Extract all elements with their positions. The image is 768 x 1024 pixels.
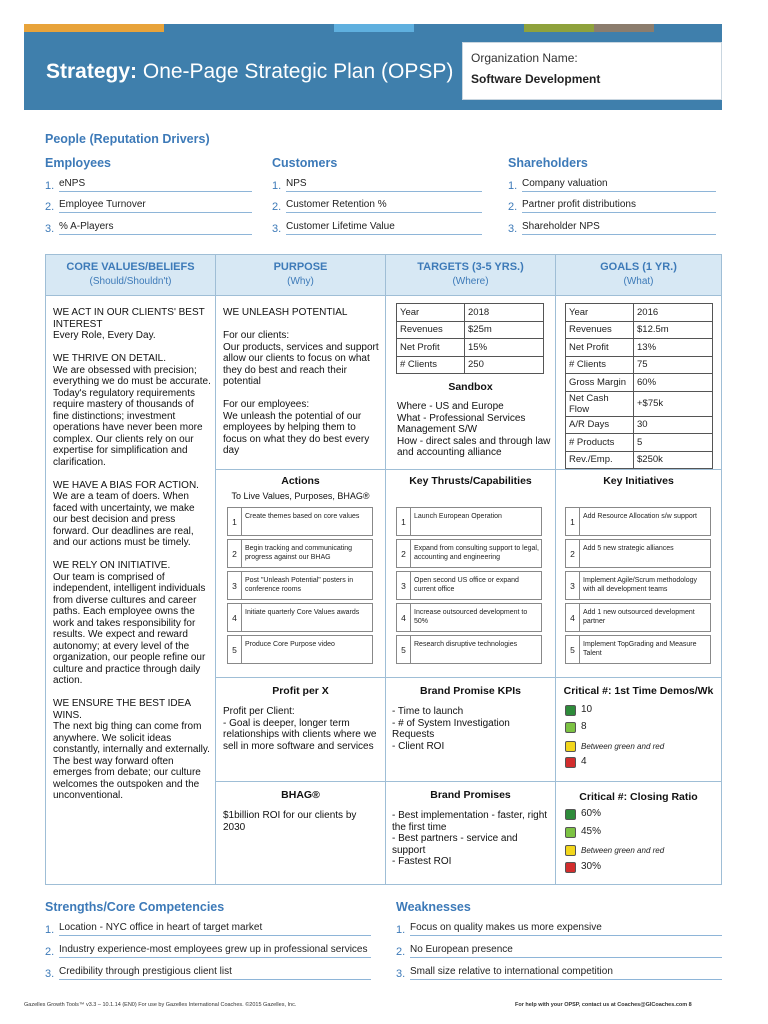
item-number: 3 bbox=[228, 572, 242, 599]
item-text: Research disruptive technologies bbox=[414, 641, 518, 648]
item-text: Add 1 new outsourced development partner bbox=[583, 609, 695, 625]
table-cell: 15% bbox=[465, 339, 544, 357]
sandbox-title: Sandbox bbox=[448, 381, 493, 393]
bhag-title: BHAG® bbox=[281, 789, 320, 801]
customers-title: Customers bbox=[272, 156, 338, 170]
critical2-title: Critical #: Closing Ratio bbox=[579, 791, 698, 803]
thrust-item bbox=[396, 571, 542, 600]
actions-title: Actions bbox=[281, 475, 320, 487]
table-row bbox=[397, 321, 544, 339]
divider bbox=[46, 295, 721, 296]
bar-segment bbox=[334, 24, 414, 32]
item-number: 4 bbox=[566, 604, 580, 631]
shareholder-item: 1. Company valuation bbox=[508, 172, 716, 192]
core-values-sub: (Should/Shouldn't) bbox=[89, 276, 172, 287]
item-number: 2 bbox=[397, 540, 411, 567]
status-light-label: 10 bbox=[581, 704, 593, 715]
purpose-header bbox=[216, 255, 385, 295]
core-value-paragraph: WE THRIVE ON DETAIL. We are obsessed with precision; everything we do must be accurate. Today's regulatory requirements require mastery of thousands of fine distinctions; investment operations have never been more complex. Our clients rely on our expertise for simplification and clarification. bbox=[53, 353, 211, 468]
status-light-label: 4 bbox=[581, 756, 587, 767]
table-row bbox=[566, 374, 713, 392]
targets-table bbox=[396, 303, 544, 374]
item-text: Post "Unleash Potential" posters in conference rooms bbox=[245, 577, 354, 593]
strength-item: 2. Industry experience-most employees grew up in professional services bbox=[45, 938, 371, 958]
employee-item: 1. eNPS bbox=[45, 172, 252, 192]
item-number: 5 bbox=[228, 636, 242, 663]
strength-item-text: Industry experience-most employees grew up in professional services bbox=[59, 944, 371, 958]
initiative-item bbox=[565, 603, 711, 632]
bar-segment bbox=[594, 24, 654, 32]
table-cell: Revenues bbox=[566, 321, 634, 339]
item-number: 2 bbox=[566, 540, 580, 567]
weakness-item-text: Focus on quality makes us more expensive bbox=[410, 922, 722, 936]
employee-item-text: Employee Turnover bbox=[59, 199, 252, 213]
item-number: 3 bbox=[397, 572, 411, 599]
core-values-text bbox=[53, 307, 211, 802]
customer-item-text: Customer Retention % bbox=[286, 199, 482, 213]
weakness-item: 3. Small size relative to international competition bbox=[396, 960, 722, 980]
table-cell: 13% bbox=[634, 339, 713, 357]
table-cell: # Clients bbox=[566, 356, 634, 374]
status-light-lightgreen bbox=[565, 827, 576, 838]
goals-title: GOALS (1 YR.) bbox=[600, 261, 677, 273]
employee-item: 2. Employee Turnover bbox=[45, 193, 252, 213]
title-bold: Strategy: bbox=[46, 60, 138, 83]
targets-sub: (Where) bbox=[452, 276, 489, 287]
status-light-red bbox=[565, 862, 576, 873]
brand-promises-text: - Best implementation - faster, right the first time - Best partners - service and support - Fastest ROI bbox=[392, 810, 548, 867]
footer-right: For help with your OPSP, contact us at Coaches@GICoaches.com 8 bbox=[515, 1002, 692, 1008]
table-row bbox=[566, 356, 713, 374]
table-cell: $25m bbox=[465, 321, 544, 339]
initiative-item bbox=[565, 539, 711, 568]
weakness-item-text: No European presence bbox=[410, 944, 722, 958]
initiative-item bbox=[565, 635, 711, 664]
customer-item: 2. Customer Retention % bbox=[272, 193, 482, 213]
header-banner bbox=[24, 32, 722, 110]
thrust-item bbox=[396, 603, 542, 632]
table-row bbox=[566, 321, 713, 339]
strength-item-text: Credibility through prestigious client list bbox=[59, 966, 371, 980]
bar-segment bbox=[524, 24, 594, 32]
initiatives-title: Key Initiatives bbox=[603, 475, 674, 487]
item-number: 1 bbox=[228, 508, 242, 535]
org-value: Software Development bbox=[471, 72, 601, 86]
table-row bbox=[566, 416, 713, 434]
strength-item: 3. Credibility through prestigious client list bbox=[45, 960, 371, 980]
table-cell: 2018 bbox=[465, 304, 544, 322]
weakness-item-text: Small size relative to international competition bbox=[410, 966, 722, 980]
purpose-paragraph: WE UNLEASH POTENTIAL bbox=[223, 307, 348, 318]
table-cell: 5 bbox=[634, 434, 713, 452]
item-text: Produce Core Purpose video bbox=[245, 641, 335, 648]
item-text: Implement TopGrading and Measure Talent bbox=[583, 641, 697, 657]
people-title: People (Reputation Drivers) bbox=[45, 132, 210, 146]
item-number: 5 bbox=[397, 636, 411, 663]
status-light-label: 60% bbox=[581, 808, 602, 819]
item-text: Add Resource Allocation s/w support bbox=[583, 513, 698, 520]
initiative-item bbox=[565, 507, 711, 536]
purpose-title: PURPOSE bbox=[273, 261, 328, 273]
initiative-item bbox=[565, 571, 711, 600]
thrusts-title: Key Thrusts/Capabilities bbox=[409, 475, 532, 487]
goals-sub: (What) bbox=[623, 276, 654, 287]
core-value-paragraph: WE HAVE A BIAS FOR ACTION. We are a team of doers. When faced with uncertainty, we make our best decision and press forward. Our deadlines are real, and our actions must be timely. bbox=[53, 479, 199, 548]
table-row bbox=[397, 356, 544, 374]
brand-promises-title: Brand Promises bbox=[430, 789, 511, 801]
table-cell: Net Cash Flow bbox=[566, 391, 634, 416]
table-cell: +$75k bbox=[634, 391, 713, 416]
profit-per-x-text: Profit per Client: - Goal is deeper, longer term relationships with clients where we sell in more software and services bbox=[223, 706, 377, 752]
customer-item: 3. Customer Lifetime Value bbox=[272, 215, 482, 235]
goals-header bbox=[556, 255, 721, 295]
shareholder-item: 3. Shareholder NPS bbox=[508, 215, 716, 235]
action-item bbox=[227, 635, 373, 664]
org-label: Organization Name: bbox=[471, 51, 578, 65]
customer-item-text: NPS bbox=[286, 178, 482, 192]
bar-segment bbox=[654, 24, 722, 32]
bar-segment bbox=[24, 24, 164, 32]
status-light-label: Between green and red bbox=[581, 742, 665, 751]
employees-title: Employees bbox=[45, 156, 112, 170]
shareholders-title: Shareholders bbox=[508, 156, 588, 170]
status-light-label: 45% bbox=[581, 826, 602, 837]
targets-header bbox=[386, 255, 555, 295]
bar-segment bbox=[414, 24, 524, 32]
table-cell: Gross Margin bbox=[566, 374, 634, 392]
status-light-red bbox=[565, 757, 576, 768]
status-light-yellow bbox=[565, 741, 576, 752]
item-number: 4 bbox=[397, 604, 411, 631]
employee-item-text: eNPS bbox=[59, 178, 252, 192]
table-cell: Net Profit bbox=[566, 339, 634, 357]
status-light-green bbox=[565, 809, 576, 820]
table-cell: $12.5m bbox=[634, 321, 713, 339]
item-text: Begin tracking and communicating progress against our BHAG bbox=[245, 545, 353, 561]
core-value-paragraph: WE RELY ON INITIATIVE. Our team is comprised of independent, intelligent individuals from diverse cultures and career paths. Each employee owns the work and takes responsibility for results. We expect and reward autonomy; at every level of the organization, our people refine our culture and practice through daily action. bbox=[53, 560, 206, 686]
item-text: Expand from consulting support to legal, accounting and engineering bbox=[414, 545, 539, 561]
action-item bbox=[227, 539, 373, 568]
title-rest: One-Page Strategic Plan (OPSP) bbox=[137, 60, 454, 83]
table-row bbox=[566, 339, 713, 357]
purpose-paragraph: For our employees: We unleash the potential of our employees by helping them to focus on what they do best every day bbox=[223, 399, 370, 456]
core-value-paragraph: WE ACT IN OUR CLIENTS' BEST INTEREST Every Role, Every Day. bbox=[53, 307, 205, 341]
thrust-item bbox=[396, 507, 542, 536]
bhag-text: $1billion ROI for our clients by 2030 bbox=[223, 810, 357, 833]
sandbox-text: Where - US and Europe What - Professional Services Management S/W How - direct sales and through law and accounting alliance bbox=[397, 401, 551, 458]
status-light-lightgreen bbox=[565, 722, 576, 733]
item-text: Initiate quarterly Core Values awards bbox=[245, 609, 360, 616]
table-row bbox=[397, 304, 544, 322]
weakness-item: 1. Focus on quality makes us more expensive bbox=[396, 916, 722, 936]
status-light-label: Between green and red bbox=[581, 846, 665, 855]
strength-item: 1. Location - NYC office in heart of target market bbox=[45, 916, 371, 936]
divider bbox=[215, 469, 721, 470]
item-text: Add 5 new strategic alliances bbox=[583, 545, 674, 552]
targets-title: TARGETS (3-5 YRS.) bbox=[417, 261, 524, 273]
table-cell: 75 bbox=[634, 356, 713, 374]
item-text: Increase outsourced development to 50% bbox=[414, 609, 528, 625]
table-row bbox=[566, 434, 713, 452]
core-value-paragraph: WE ENSURE THE BEST IDEA WINS. The next big thing can come from anywhere. We solicit ideas constantly, internally and externally. The best way forward often emerges from debate; our culture welcomes the outspoken and the unconventional. bbox=[53, 698, 210, 801]
table-cell: 2016 bbox=[634, 304, 713, 322]
action-item bbox=[227, 571, 373, 600]
brand-kpis-text: - Time to launch - # of System Investigation Requests - Client ROI bbox=[392, 706, 510, 752]
strength-item-text: Location - NYC office in heart of target market bbox=[59, 922, 371, 936]
item-number: 4 bbox=[228, 604, 242, 631]
thrust-item bbox=[396, 635, 542, 664]
shareholder-item-text: Partner profit distributions bbox=[522, 199, 716, 213]
footer-left: Gazelles Growth Tools™ v3.3 – 10.1.14 (EN0) For use by Gazelles International Coaches. ©2015 Gazelles, Inc. bbox=[24, 1002, 297, 1008]
organization-box bbox=[462, 42, 722, 100]
table-cell: 250 bbox=[465, 356, 544, 374]
table-cell: $250k bbox=[634, 451, 713, 469]
divider bbox=[555, 255, 556, 884]
table-cell: # Products bbox=[566, 434, 634, 452]
purpose-sub: (Why) bbox=[287, 276, 314, 287]
table-cell: Net Profit bbox=[397, 339, 465, 357]
table-cell: 30 bbox=[634, 416, 713, 434]
top-color-bar bbox=[24, 24, 722, 32]
strengths-title: Strengths/Core Competencies bbox=[45, 900, 225, 914]
status-light-label: 30% bbox=[581, 861, 602, 872]
item-number: 2 bbox=[228, 540, 242, 567]
employee-item: 3. % A-Players bbox=[45, 215, 252, 235]
divider bbox=[215, 677, 721, 678]
table-cell: 60% bbox=[634, 374, 713, 392]
purpose-text bbox=[223, 307, 381, 457]
table-cell: Rev./Emp. bbox=[566, 451, 634, 469]
status-light-label: 8 bbox=[581, 721, 587, 732]
table-row bbox=[566, 391, 713, 416]
weakness-item: 2. No European presence bbox=[396, 938, 722, 958]
action-item bbox=[227, 507, 373, 536]
core-values-title: CORE VALUES/BELIEFS bbox=[66, 261, 195, 273]
page-title bbox=[46, 60, 453, 84]
customer-item: 1. NPS bbox=[272, 172, 482, 192]
core-values-header bbox=[46, 255, 215, 295]
item-text: Create themes based on core values bbox=[245, 513, 360, 520]
table-cell: Year bbox=[397, 304, 465, 322]
actions-subtitle: To Live Values, Purposes, BHAG® bbox=[231, 491, 370, 501]
item-text: Implement Agile/Scrum methodology with all development teams bbox=[583, 577, 697, 593]
divider bbox=[215, 781, 721, 782]
table-row bbox=[566, 451, 713, 469]
action-item bbox=[227, 603, 373, 632]
item-number: 5 bbox=[566, 636, 580, 663]
table-row bbox=[566, 304, 713, 322]
shareholder-item: 2. Partner profit distributions bbox=[508, 193, 716, 213]
customer-item-text: Customer Lifetime Value bbox=[286, 221, 482, 235]
purpose-paragraph: For our clients: Our products, services and support allow our clients to focus on what they do best and reach their potential bbox=[223, 330, 379, 387]
item-text: Open second US office or expand current office bbox=[414, 577, 519, 593]
profit-per-x-title: Profit per X bbox=[272, 685, 329, 697]
critical1-title: Critical #: 1st Time Demos/Wk bbox=[563, 685, 714, 697]
weaknesses-title: Weaknesses bbox=[396, 900, 471, 914]
item-number: 3 bbox=[566, 572, 580, 599]
table-row bbox=[397, 339, 544, 357]
item-text: Launch European Operation bbox=[414, 513, 502, 520]
item-number: 1 bbox=[566, 508, 580, 535]
employee-item-text: % A-Players bbox=[59, 221, 252, 235]
goals-table bbox=[565, 303, 713, 469]
brand-kpis-title: Brand Promise KPIs bbox=[420, 685, 521, 697]
status-light-yellow bbox=[565, 845, 576, 856]
table-cell: Year bbox=[566, 304, 634, 322]
status-light-green bbox=[565, 705, 576, 716]
shareholder-item-text: Company valuation bbox=[522, 178, 716, 192]
shareholder-item-text: Shareholder NPS bbox=[522, 221, 716, 235]
bar-segment bbox=[164, 24, 334, 32]
table-cell: # Clients bbox=[397, 356, 465, 374]
item-number: 1 bbox=[397, 508, 411, 535]
strategy-grid bbox=[45, 254, 722, 885]
thrust-item bbox=[396, 539, 542, 568]
table-cell: Revenues bbox=[397, 321, 465, 339]
table-cell: A/R Days bbox=[566, 416, 634, 434]
